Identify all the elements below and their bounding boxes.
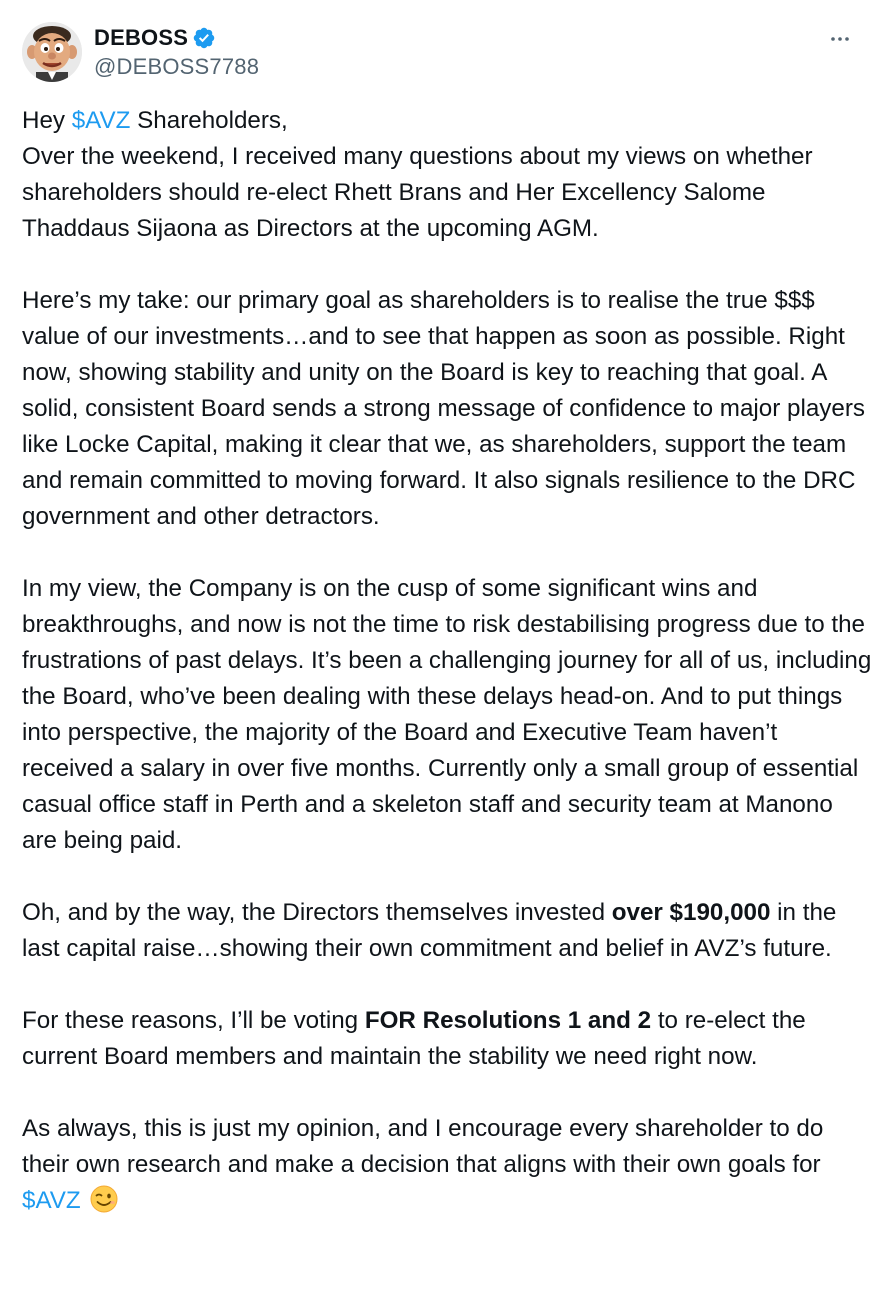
- display-name-row[interactable]: [94, 24, 259, 52]
- paragraph-view: In my view, the Company is on the cusp of some significant wins and breakthroughs, and now is not the time to risk destabilising progress due to the frustrations of past delays. It’s been a challenging journey for all of us, including the Board, who’ve been dealing with these delays head-on. And to put things into perspective, the majority of the Board and Executive Team haven’t received a salary in over five months. Currently only a small group of essential casual office staff in Perth and a skeleton staff and security team at Manono are being paid.: [22, 575, 872, 854]
- cashtag-link[interactable]: $AVZ: [71, 107, 131, 134]
- investment-amount: over $190,000: [611, 899, 771, 926]
- verified-badge-icon[interactable]: [192, 26, 216, 50]
- author-names: [94, 24, 259, 80]
- paragraph-take: Here’s my take: our primary goal as shareholders is to realise the true $$$ value of our investments…and to see that happen as soon as possible. Right now, showing stability and unity on the Board is key to reaching that goal. A solid, consistent Board sends a strong message of confidence to major players like Locke Capital, making it clear that we, as shareholders, support the team and remain committed to moving forward. It also signals resilience to the DRC government and other detractors.: [22, 287, 865, 530]
- greeting-end: Shareholders,: [130, 107, 288, 134]
- greeting-start: Hey: [22, 107, 72, 134]
- winking-face-emoji-icon: [89, 1184, 119, 1214]
- cartoon-face-avatar-icon: [22, 22, 82, 82]
- paragraph-gap: [22, 247, 872, 283]
- tweet-header: [22, 20, 861, 82]
- paragraph-vote: [22, 1003, 872, 1075]
- paragraph-intro: Over the weekend, I received many questions about my views on whether shareholders should re-elect Rhett Brans and Her Excellency Salome Thaddaus Sijaona as Directors at the upcoming AGM.: [22, 143, 813, 242]
- paragraph-gap: [22, 859, 872, 895]
- vote-end: to re-elect the current Board members and maintain the stability we need right now.: [22, 1007, 806, 1070]
- investment-start: Oh, and by the way, the Directors themselves invested: [22, 899, 612, 926]
- vote-start: For these reasons, I’ll be voting: [22, 1007, 365, 1034]
- paragraph-gap: [22, 535, 872, 571]
- more-dots-icon[interactable]: [825, 24, 855, 54]
- author-handle[interactable]: @DEBOSS7788: [94, 54, 260, 79]
- paragraph-investment: [22, 895, 872, 967]
- vote-resolutions: FOR Resolutions 1 and 2: [364, 1007, 652, 1034]
- cashtag-link[interactable]: $AVZ: [22, 1187, 81, 1214]
- display-name[interactable]: DEBOSS: [94, 25, 189, 50]
- paragraph-closing: [22, 1111, 872, 1219]
- avatar[interactable]: [22, 22, 82, 82]
- investment-end: in the last capital raise…showing their own commitment and belief in AVZ’s future.: [22, 899, 837, 962]
- paragraph-greeting: [22, 103, 872, 139]
- paragraph-gap: [22, 967, 872, 1003]
- closing-start: As always, this is just my opinion, and I encourage every shareholder to do their own research and make a decision that aligns with their own goals for: [22, 1115, 824, 1178]
- paragraph-gap: [22, 1075, 872, 1111]
- tweet-text: [22, 103, 872, 1219]
